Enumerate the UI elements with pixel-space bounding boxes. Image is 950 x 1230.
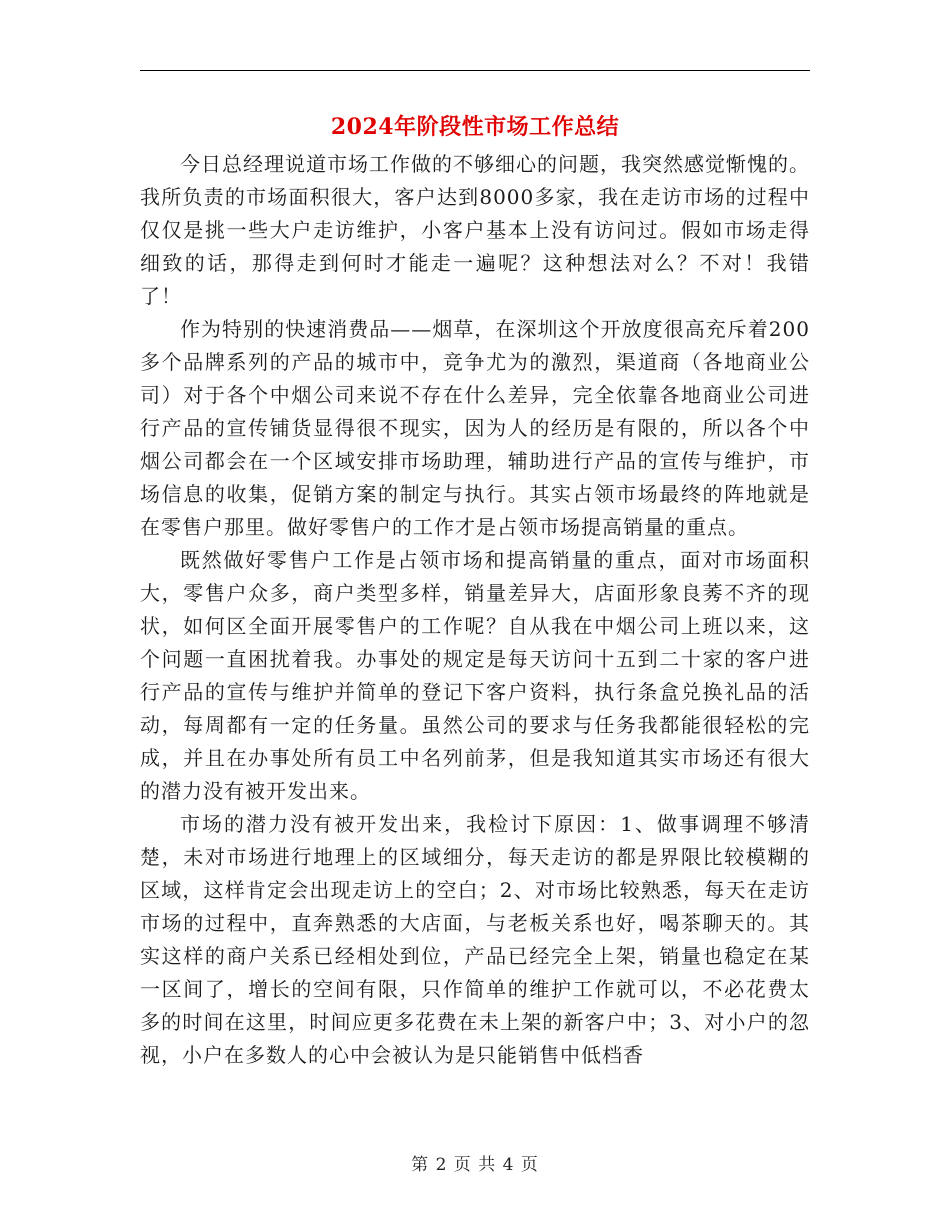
paragraph: 市场的潜力没有被开发出来，我检讨下原因：1、做事调理不够清楚，未对市场进行地理上的区域细分，每天走访的都是界限比较模糊的区域，这样肯定会出现走访上的空白；2、对市场比较熟悉，每天在走访市场的过程中，直奔熟悉的大店面，与老板关系也好，喝茶聊天的。其实这样的商户关系已经相处到位，产品已经完全上架，销量也稳定在某一区间了，增长的空间有限，只作简单的维护工作就可以，不必花费太多的时间在这里，时间应更多花费在未上架的新客户中；3、对小户的忽视，小户在多数人的心中会被认为是只能销售中低档香 [140, 812, 810, 1067]
paragraph: 今日总经理说道市场工作做的不够细心的问题，我突然感觉惭愧的。我所负责的市场面积很大，客户达到8000多家，我在走访市场的过程中仅仅是挑一些大户走访维护，小客户基本上没有访问过。假如市场走得细致的话，那得走到何时才能走一遍呢？这种想法对么？不对！我错了！ [140, 152, 810, 308]
page-number-footer: 第 2 页 共 4 页 [411, 1155, 539, 1175]
paragraph: 既然做好零售户工作是占领市场和提高销量的重点，面对市场面积大，零售户众多，商户类型多样，销量差异大，店面形象良莠不齐的现状，如何区全面开展零售户的工作呢？自从我在中烟公司上班以来，这个问题一直困扰着我。办事处的规定是每天访问十五到二十家的客户进行产品的宣传与维护并简单的登记下客户资料，执行条盒兑换礼品的活动，每周都有一定的任务量。虽然公司的要求与任务我都能很轻松的完成，并且在办事处所有员工中名列前茅，但是我知道其实市场还有很大的潜力没有被开发出来。 [140, 548, 810, 803]
document-body [140, 148, 810, 1072]
paragraph: 作为特别的快速消费品——烟草，在深圳这个开放度很高充斥着200多个品牌系列的产品的城市中，竞争尤为的激烈，渠道商（各地商业公司）对于各个中烟公司来说不存在什么差异，完全依靠各地商业公司进行产品的宣传铺货显得很不现实，因为人的经历是有限的，所以各个中烟公司都会在一个区域安排市场助理，辅助进行产品的宣传与维护，市场信息的收集，促销方案的制定与执行。其实占领市场最终的阵地就是在零售户那里。做好零售户的工作才是占领市场提高销量的重点。 [140, 317, 810, 539]
document-title: 2024年阶段性市场工作总结 [330, 114, 620, 140]
header-rule [140, 70, 810, 71]
